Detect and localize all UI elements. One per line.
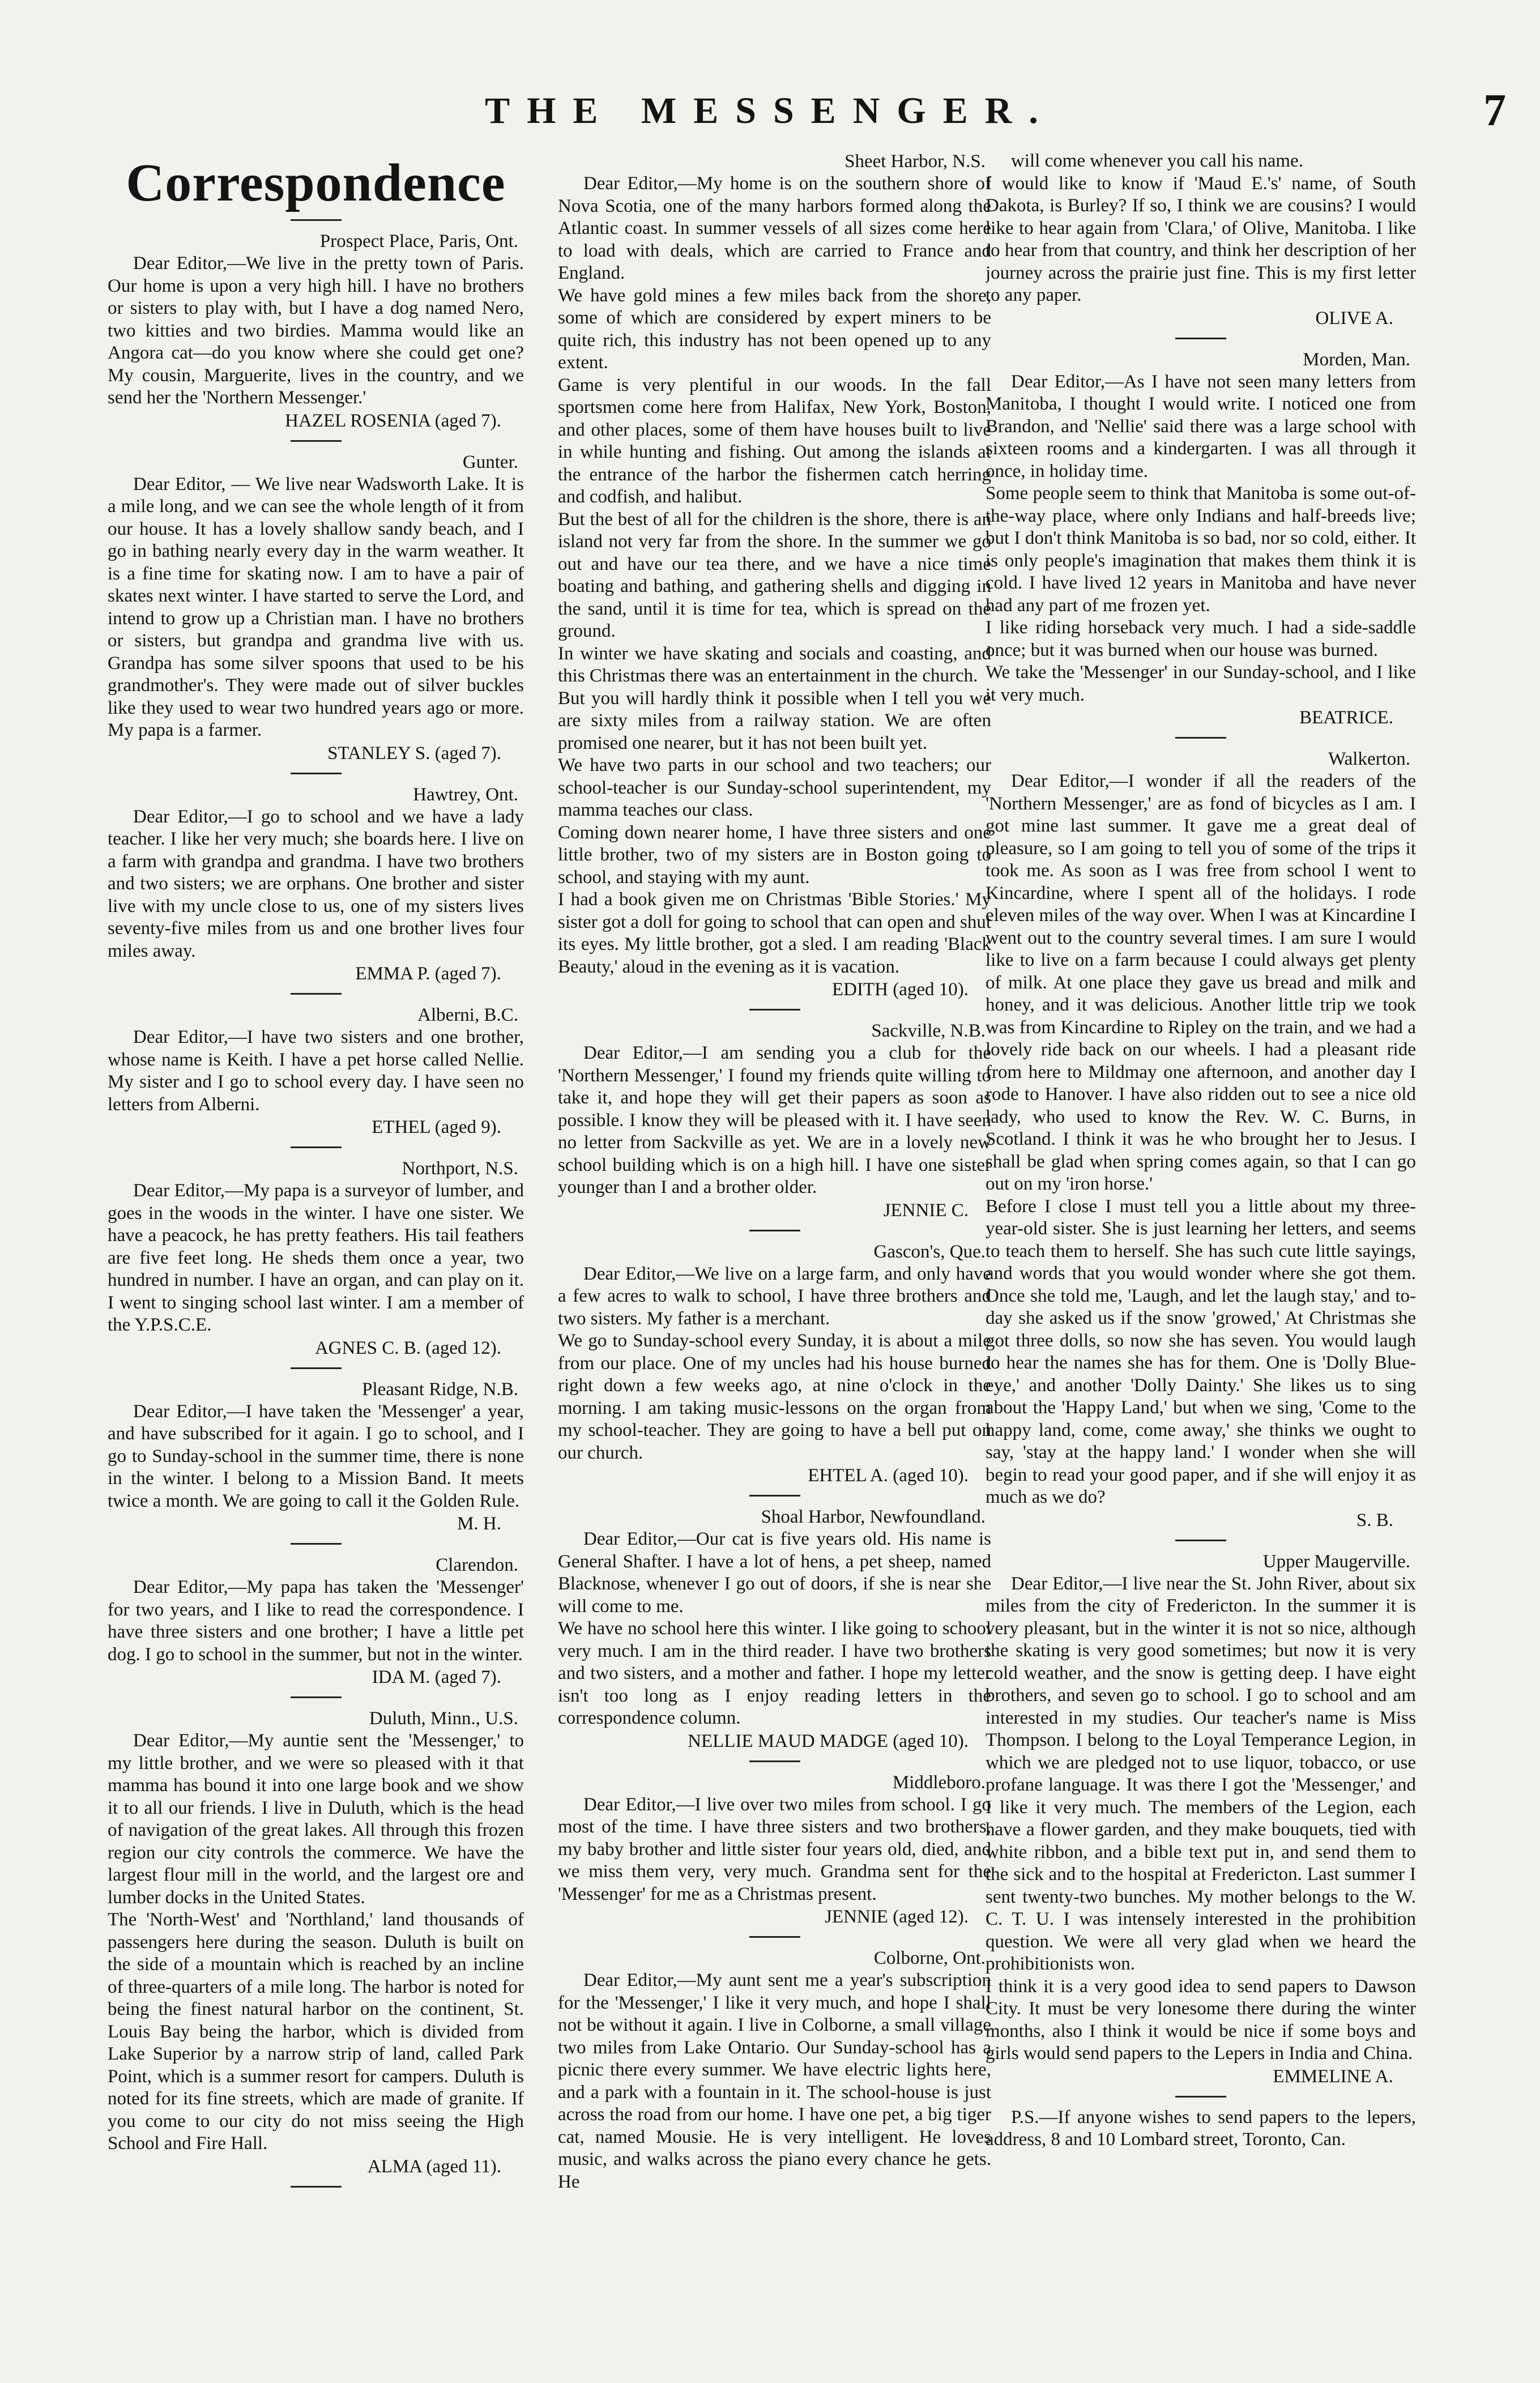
letter	[108, 1707, 524, 2188]
letter-signature: ALMA (aged 11).	[367, 2156, 501, 2177]
letter-divider	[1175, 2096, 1226, 2098]
column-2	[558, 150, 991, 2359]
letter-divider	[291, 1543, 342, 1545]
letter-body: Dear Editor,—I live near the St. John River, about six miles from the city of Fredericton. In the summer it is very pleasant, but in the winter it is not so nice, although the skating is very good sometimes; but now it is very cold weather, and the snow is getting deep. I have eight brothers, and seven go to school. I go to school and am interested in my studies. Our teacher's name is Miss Thompson. I belong to the Loyal Temperance Legion, in which we are pledged not to use liquor, tobacco, or use profane language. It was there I got the 'Messenger,' and I like it very much. The members of the Legion, each have a flower garden, and they make bouquets, tied with white ribbon, and a bible text put in, and send them to the sick and to the hospital at Fredericton. Last summer I sent twenty-two bunches. My mother belongs to the W. C. T. U. I was intensely interested in the prohibition question. We were all very glad when we heard the prohibitionists won. I think it is a very good idea to send papers to Dawson City. It must be very lonesome there during the winter months, also I think it would be nice if some boys and girls would send papers to the Lepers in India and China.	[986, 1573, 1416, 2064]
letter-signature: IDA M. (aged 7).	[372, 1667, 501, 1687]
letter-place: Clarendon.	[436, 1555, 518, 1575]
letter-divider	[291, 1367, 342, 1369]
letter-divider	[1175, 737, 1226, 739]
letter	[986, 748, 1416, 1541]
letter-divider	[291, 1146, 342, 1148]
section-heading: Correspondence	[126, 154, 506, 212]
letter-body: Dear Editor,—As I have not seen many letters from Manitoba, I thought I would write. I noticed one from Brandon, and 'Nellie' said there was a large school with sixteen rooms and a kindergarten. I was all through it once, in holiday time. Some people seem to think that Manitoba is some out-of-the-way place, where only Indians and half-breeds live; but I don't think Manitoba is so bad, nor so cold, either. It is only people's imagination that makes them think it is cold. I have lived 12 years in Manitoba and have never had any part of me frozen yet. I like riding horseback very much. I had a side-saddle once; but it was burned when our house was burned. We take the 'Messenger' in our Sunday-school, and I like it very much.	[986, 371, 1416, 705]
masthead	[0, 85, 1540, 147]
letter-divider	[1175, 338, 1226, 339]
letter-signature: EMMA P. (aged 7).	[355, 964, 501, 984]
letter-body: Dear Editor,—My auntie sent the 'Messenger,' to my little brother, and we were so pleased with it that mamma has bound it into one large book and we show it to all our friends. I live in Duluth, which is the head of navigation of the great lakes. All through this frozen region our city controls the commerce. We have the largest flour mill in the world, and the largest ore and lumber docks in the United States. The 'North-West' and 'Northland,' land thousands of passengers here during the season. Duluth is built on the side of a mountain which is reached by an incline of three-quarters of a mile long. The harbor is noted for being the finest natural harbor on the continent, St. Louis Bay being the harbor, which is divided from Lake Superior by a narrow strip of land, called Park Point, which is a summer resort for campers. Duluth is noted for its fine streets, which are made of granite. If you come to our city do not miss seeing the High School and Fire Hall.	[108, 1730, 524, 2154]
letter	[108, 1378, 524, 1545]
letter-body: Dear Editor,—My papa has taken the 'Messenger' for two years, and I like to read the correspondence. I have three sisters and one brother; I have a little pet dog. I go to school in the summer, but not in the winter.	[108, 1577, 524, 1665]
letter	[986, 348, 1416, 739]
letter-signature: OLIVE A.	[1315, 308, 1393, 329]
letter-body: Dear Editor,—We live in the pretty town of Paris. Our home is upon a very high hill. I have no brothers or sisters to play with, but I have a dog named Nero, two kitties and two birdies. Mamma would like an Angora cat—do you know where she could get one? My cousin, Marguerite, lives in the country, and we send her the 'Northern Messenger.'	[108, 253, 524, 408]
letter-body: Dear Editor,—I have taken the 'Messenger' a year, and have subscribed for it again. I go to school, and I go to Sunday-school in the summer time, there is none in the winter. I belong to a Mission Band. It meets twice a month. We are going to call it the Golden Rule.	[108, 1401, 524, 1511]
letter-divider	[291, 440, 342, 442]
letter-place: Prospect Place, Paris, Ont.	[319, 231, 518, 251]
letter-body: Dear Editor,—I wonder if all the readers of the 'Northern Messenger,' are as fond of bicycles as I am. I got mine last summer. It gave me a great deal of pleasure, so I am going to tell you of some of the trips it took me. As soon as I was free from school I went to Kincardine, where I spent all of the holidays. I rode eleven miles of the way over. When I was at Kincardine I went out to the country several times. I am sure I would like to live on a farm because I could always get plenty of milk. At one place they gave us bread and milk and honey, and it was delicious. Another little trip we took was from Kincardine to Ripley on the train, and we had a lovely ride back on our wheels. I had a pleasant ride from here to Mildmay one afternoon, and another day I rode to Hanover. I have also ridden out to see a nice old lady, who used to know the Rev. W. C. Burns, in Scotland. I think it was he who brought her to Jesus. I shall be glad when spring comes again, so that I can go out on my 'iron horse.' Before I close I must tell you a little about my three-year-old sister. She is just learning her letters, and seems to teach them to herself. She has such cute little sayings, and words that you would wonder where she got them. Once she told me, 'Laugh, and let the laugh stay,' and to-day she asked us if the snow 'growed,' At Christmas she got three dolls, so now she has seven. You would laugh to hear the names she has for them. One is 'Dolly Blue-eye,' and another 'Dolly Dainty.' She likes us to sing about the 'Happy Land,' but when we sing, 'Come to the happy land, come, come away,' she thinks we ought to say, 'stay at the happy land.' I wonder when she will begin to read your good paper, and if she will enjoy it as much as we do?	[986, 771, 1416, 1507]
letter-body: Dear Editor,—I am sending you a club for the 'Northern Messenger,' I found my friends quite willing to take it, and hope they will get their papers as soon as possible. I know they will be pleased with it. I have seen no letter from Sackville as yet. We are in a lovely new school building which is on a high hill. I have one sister younger than I and a brother older.	[558, 1043, 991, 1197]
letter-signature: HAZEL ROSENIA (aged 7).	[285, 410, 501, 431]
letter-body: P.S.—If anyone wishes to send papers to the lepers, address, 8 and 10 Lombard street, Toronto, Can.	[986, 2107, 1416, 2150]
letter	[986, 150, 1416, 339]
heading-rule	[291, 219, 342, 221]
letter-body: Dear Editor,—My home is on the southern shore of Nova Scotia, one of the many harbors formed along the Atlantic coast. In summer vessels of all sizes come here to load with deals, which are carried to France and England. We have gold mines a few miles back from the shore, some of which are considered by expert miners to be quite rich, this industry has not been opened up to any extent. Game is very plentiful in our woods. In the fall sportsmen come here from Halifax, New York, Boston, and other places, some of them have houses built to live in while hunting and fishing. Out among the islands at the entrance of the harbor the fishermen catch herring and codfish, and halibut. But the best of all for the children is the shore, there is an island not very far from the shore. In the summer we go out and have our tea there, and we have a nice time boating and bathing, and gathering shells and digging in the sand, until it is time for tea, which is spread on the ground. In winter we have skating and socials and coasting, and this Christmas there was an entertainment in the church. But you will hardly think it possible when I tell you we are sixty miles from a railway station. We are often promised one nearer, but it has not been built yet. We have two parts in our school and two teachers; our school-teacher is our Sunday-school superintendent, my mamma teaches our class. Coming down nearer home, I have three sisters and one little brother, two of my sisters are in Boston going to school, and staying with my aunt. I had a book given me on Christmas 'Bible Stories.' My sister got a doll for going to school that can open and shut its eyes. My little brother, got a sled. I am reading 'Black Beauty,' aloud in the evening as it is vacation.	[558, 173, 991, 977]
letter-divider	[749, 1009, 800, 1011]
letter-signature: STANLEY S. (aged 7).	[327, 743, 501, 764]
letter-divider	[749, 1936, 800, 1938]
letter-body: Dear Editor,—My aunt sent me a year's subscription for the 'Messenger,' I like it very much, and hope I shall not be without it again. I live in Colborne, a small village two miles from Lake Ontario. Our Sunday-school has a picnic there every summer. We have electric lights here, and a park with a fountain in it. The school-house is just across the road from our home. I have one pet, a big tiger cat, named Mousie. He is very intelligent. He loves music, and walks across the piano every chance he gets. He	[558, 1970, 991, 2192]
letter-place: Middleboro.	[892, 1772, 986, 1793]
letter	[986, 1550, 1416, 2098]
letter-place: Upper Maugerville.	[1262, 1551, 1410, 1572]
column-1	[108, 150, 524, 2359]
letter-body: Dear Editor,—I live over two miles from school. I go most of the time. I have three sisters and two brothers, my baby brother and little sister four years old, died, and we miss them very, very much. Grandma sent for the 'Messenger' for me as a Christmas present.	[558, 1794, 991, 1904]
letter-place: Shoal Harbor, Newfoundland.	[761, 1507, 986, 1527]
letter	[108, 230, 524, 442]
letter-divider	[749, 1760, 800, 1762]
letter	[558, 1240, 991, 1497]
letter-place: Colborne, Ont.	[873, 1948, 986, 1968]
letter-signature: AGNES C. B. (aged 12).	[314, 1337, 501, 1358]
letter	[108, 1554, 524, 1698]
page-number: 7	[1483, 86, 1506, 135]
letter	[558, 150, 991, 1011]
letter-place: Walkerton.	[1328, 749, 1410, 769]
column-3	[986, 150, 1416, 2359]
letter	[986, 2107, 1416, 2151]
letter-place: Northport, N.S.	[402, 1158, 518, 1179]
letter	[558, 1771, 991, 1938]
letter-body: Dear Editor, — We live near Wadsworth Lake. It is a mile long, and we can see the whole length of it from our house. It has a lovely shallow sandy beach, and I go in bathing nearly every day in the warm weather. It is a fine time for skating now. I am to have a pair of skates next winter. I have started to serve the Lord, and intend to grow up a Christian man. I have no brothers or sisters, but grandpa and grandma live with us. Grandpa has some silver spoons that used to be his grandmother's. They were made out of silver buckles like they used to wear two hundred years ago or more. My papa is a farmer.	[108, 474, 524, 740]
letter-body: will come whenever you call his name. I would like to know if 'Maud E.'s' name, of South Dakota, is Burley? If so, I think we are cousins? I would like to hear again from 'Clara,' of Olive, Manitoba. I like to hear from that country, and think her description of her journey across the prairie just fine. This is my first letter to any paper.	[986, 151, 1416, 305]
letter-body: Dear Editor,—We live on a large farm, and only have a few acres to walk to school, I have three brothers and two sisters. My father is a merchant. We go to Sunday-school every Sunday, it is about a mile from our place. One of my uncles had his house burned right down a few weeks ago, at nine o'clock in the morning. I am taking music-lessons on the organ from my school-teacher. They are going to have a bell put on our church.	[558, 1263, 991, 1463]
letter	[558, 1020, 991, 1231]
letter-signature: M. H.	[457, 1514, 501, 1534]
letter-signature: NELLIE MAUD MADGE (aged 10).	[688, 1730, 969, 1751]
letter-place: Alberni, B.C.	[417, 1005, 518, 1025]
letter	[558, 1506, 991, 1762]
letter-signature: EMMELINE A.	[1273, 2066, 1393, 2087]
letter-body: Dear Editor,—My papa is a surveyor of lumber, and goes in the woods in the winter. I have one sister. We have a peacock, he has pretty feathers. His tail feathers are five feet long. He sheds them once a year, two hundred in number. I have an organ, and can play on it. I went to singing school last winter. I am a member of the Y.P.S.C.E.	[108, 1180, 524, 1335]
letter-signature: BEATRICE.	[1299, 707, 1393, 728]
letter-body: Dear Editor,—I have two sisters and one brother, whose name is Keith. I have a pet horse called Nellie. My sister and I go to school every day. I have seen no letters from Alberni.	[108, 1027, 524, 1115]
letter-place: Gunter.	[462, 451, 518, 472]
letter-signature: JENNIE (aged 12).	[825, 1907, 969, 1927]
letter-place: Gascon's, Que.	[873, 1241, 986, 1262]
letter-divider	[749, 1495, 800, 1497]
letter-signature: EHTEL A. (aged 10).	[808, 1465, 969, 1486]
letter-body: Dear Editor,—I go to school and we have a lady teacher. I like her very much; she boards here. I live on a farm with grandpa and grandma. I have two brothers and two sisters; we are orphans. One brother and sister live with my uncle close to us, one of my sisters lives seventy-five miles from us and one brother lives four miles away.	[108, 806, 524, 961]
letter-signature: EDITH (aged 10).	[832, 979, 969, 1000]
letter-place: Duluth, Minn., U.S.	[369, 1708, 518, 1729]
letter-place: Sheet Harbor, N.S.	[844, 151, 986, 172]
letter-place: Morden, Man.	[1303, 349, 1410, 370]
letter-body: Dear Editor,—Our cat is five years old. His name is General Shafter. I have a lot of hens, a pet sheep, named Blacknose, whenever I go out of doors, if she is near she will come to me. We have no school here this winter. I like going to school very much. I am in the third reader. I have two brothers and two sisters, and a mother and father. I hope my letter isn't too long as I enjoy reading letters in the correspondence column.	[558, 1529, 991, 1728]
letter-divider	[291, 1696, 342, 1698]
letter-divider	[1175, 1540, 1226, 1541]
letter-divider	[749, 1230, 800, 1231]
letter-divider	[291, 773, 342, 774]
masthead-title: THE MESSENGER.	[485, 90, 1055, 131]
letter-signature: S. B.	[1356, 1510, 1393, 1531]
letter	[108, 783, 524, 995]
letter-place: Pleasant Ridge, N.B.	[362, 1379, 518, 1400]
letter-signature: JENNIE C.	[883, 1200, 969, 1221]
letter	[108, 451, 524, 774]
letter-divider	[291, 993, 342, 995]
letter	[558, 1947, 991, 2193]
letter-divider	[291, 2186, 342, 2188]
letter	[108, 1157, 524, 1369]
letter-signature: ETHEL (aged 9).	[372, 1117, 501, 1137]
letter-place: Sackville, N.B.	[871, 1021, 986, 1041]
letter	[108, 1004, 524, 1148]
letter-place: Hawtrey, Ont.	[413, 784, 518, 805]
